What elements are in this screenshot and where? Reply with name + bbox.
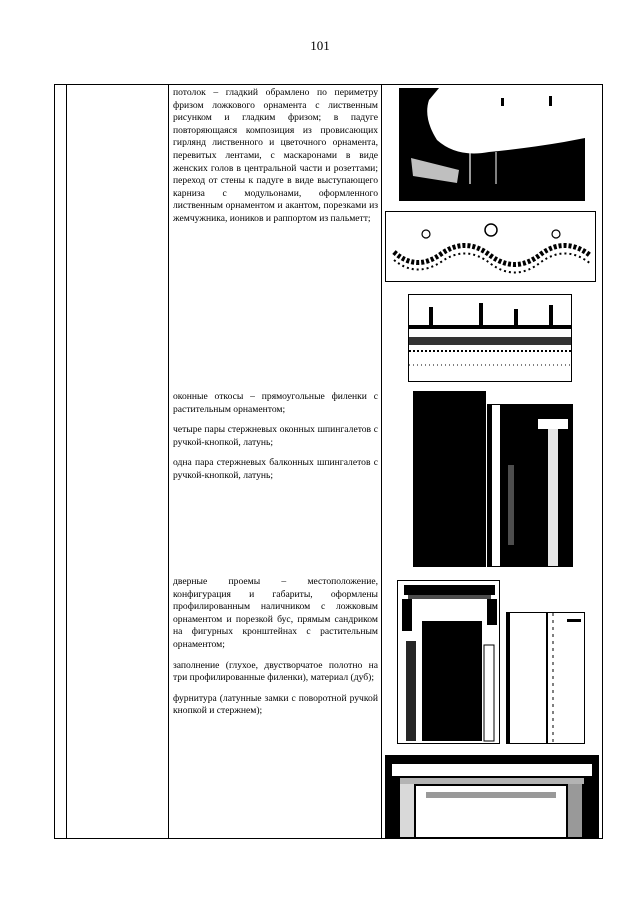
page-number: 101: [310, 38, 330, 53]
door-frame-photo: [385, 755, 599, 838]
door-openings-paragraph: дверные проемы – местоположение, конфигурация и габариты, оформлены профилированным наличником с ложковым орнаментом и порезкой бус, прямым сандриком на фигурных кронштейнах с растительным орнаментом;: [173, 576, 378, 650]
balcony-latches-paragraph: одна пара стержневых балконных шпингалетов с ручкой-кнопкой, латунь;: [173, 457, 378, 481]
window-latches-paragraph: четыре пары стержневых оконных шпингалетов с ручкой-кнопкой, латунь;: [173, 424, 378, 448]
cornice-photo: [408, 294, 572, 382]
column-divider: [168, 85, 169, 838]
window-latch-photo: [487, 404, 573, 567]
ceiling-paragraph: потолок – гладкий обрамлено по периметру фризом ложкового орнамента с лиственным рисунком и гладким фризом; в падуге повторяющаяся композиция из провисающих гирлянд лиственного и цветочного орнамента, перевитых лентами, с маскаронами в виде женских голов в центральной части и розеттами; переход от стены к падуге в виде выступающего карниза с модульонами, оформленного лиственным орнаментом и акантом, порезками из жемчужника, иоников и раппортом из пальметт;: [173, 87, 378, 224]
window-description: [173, 391, 378, 491]
ceiling-photo: [399, 88, 585, 201]
door-opening-photo: [397, 580, 500, 744]
column-divider: [66, 85, 67, 838]
door-hardware-paragraph: фурнитура (латунные замки с поворотной ручкой кнопкой и стержнем);: [173, 692, 378, 717]
door-filling-paragraph: заполнение (глухое, двустворчатое полотно на три профилированные филенки), материал (дуб);: [173, 659, 378, 684]
window-reveals-paragraph: оконные откосы – прямоугольные филенки с растительным орнаментом;: [173, 391, 378, 415]
door-description: [173, 576, 378, 726]
ceiling-description: [173, 87, 378, 234]
window-reveal-photo: [413, 391, 486, 567]
frieze-photo: [385, 211, 596, 282]
door-panel-photo: [506, 612, 585, 744]
column-divider: [381, 85, 382, 838]
